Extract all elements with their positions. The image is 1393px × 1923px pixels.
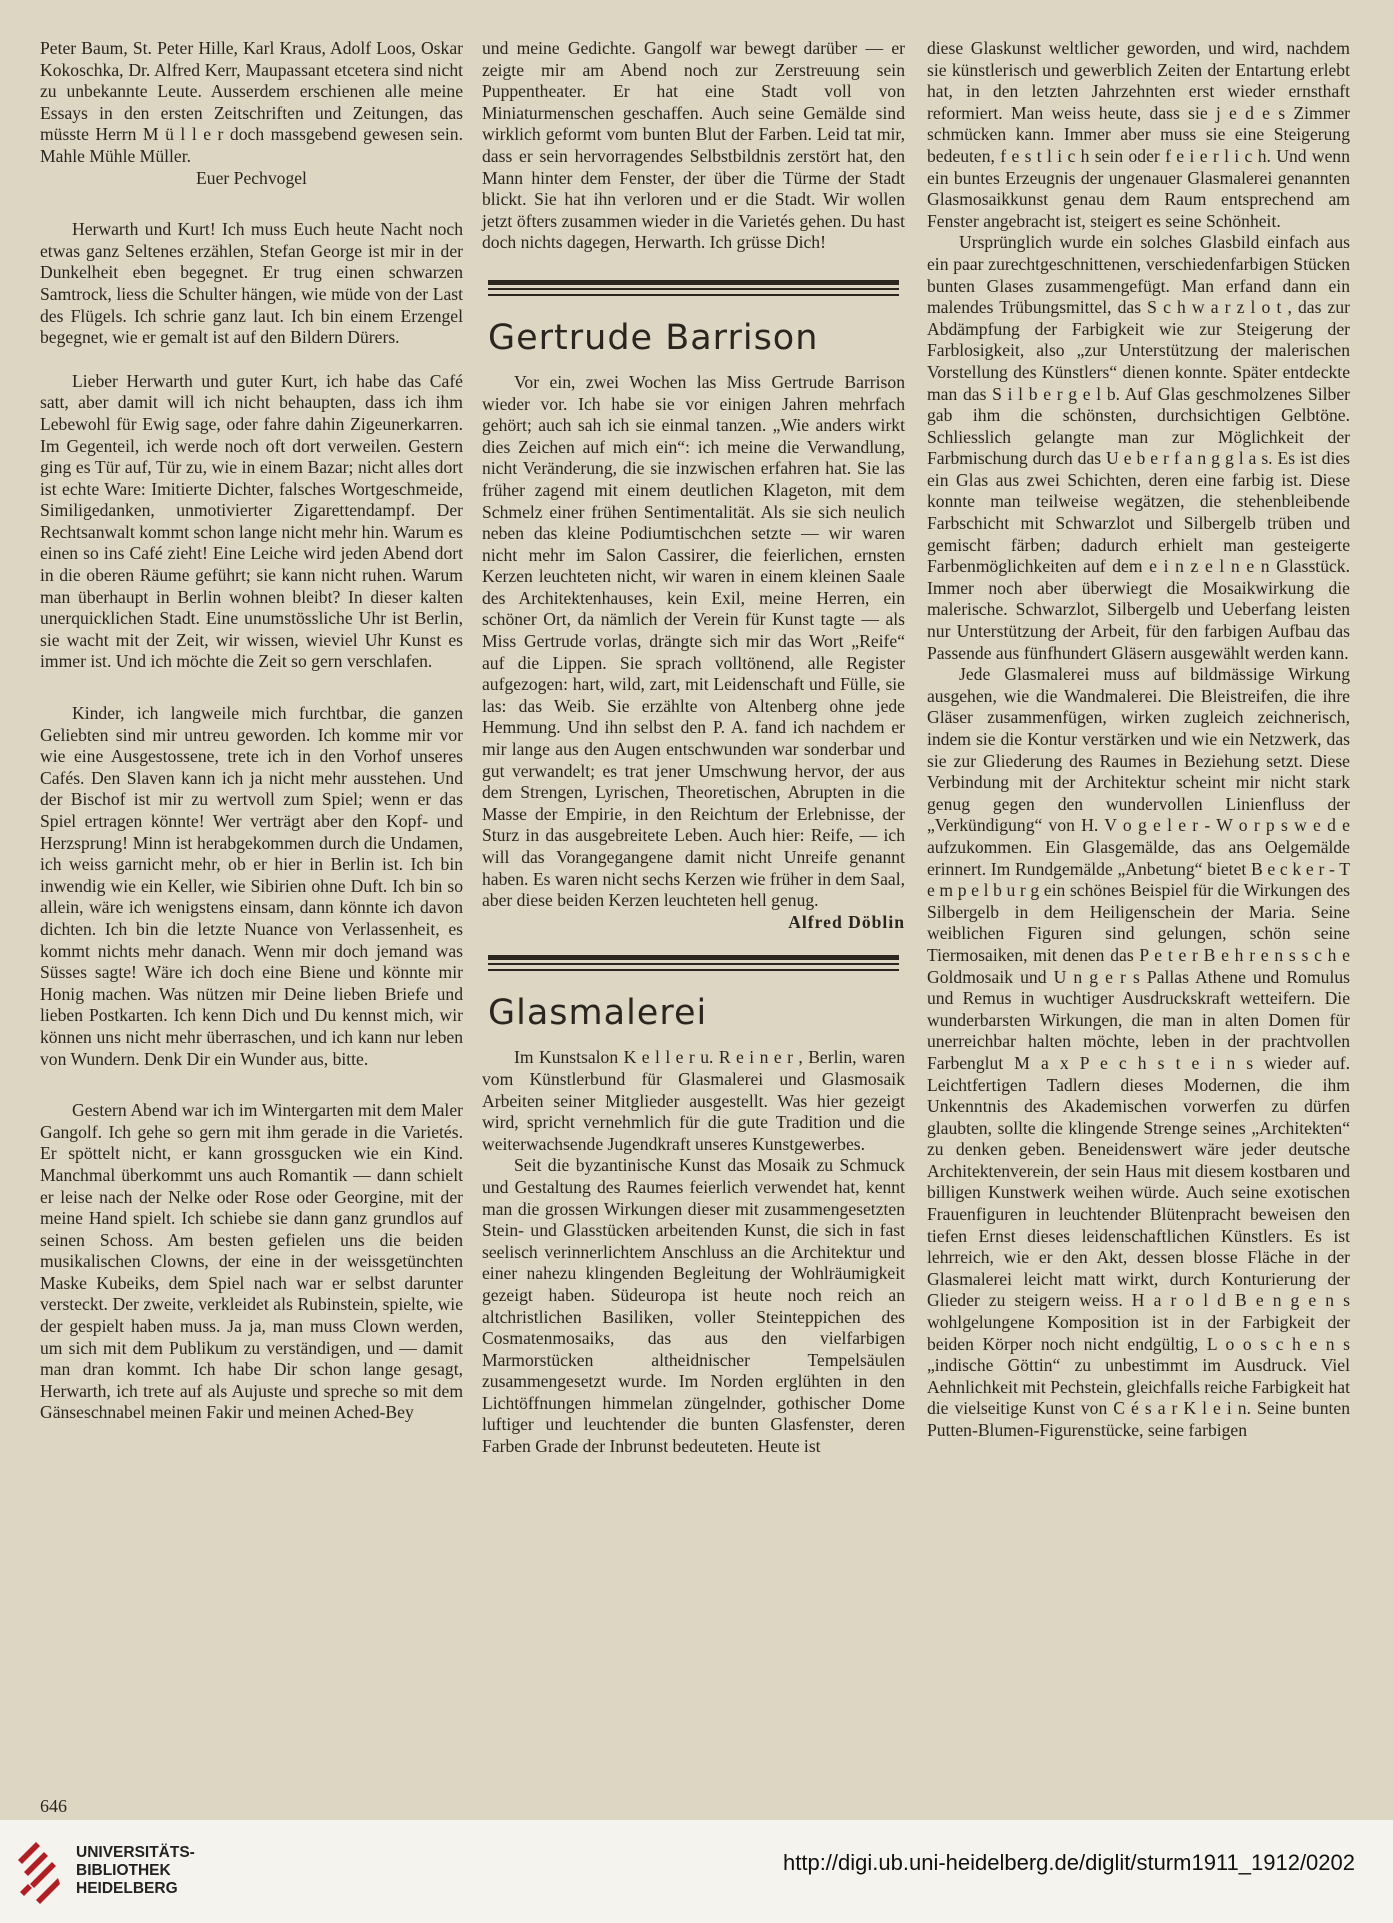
paragraph: Kinder, ich langweile mich furchtbar, die ganzen Geliebten sind mir untreu geworden. Ich komme mir vor wie eine Ausgestossene, trete ich in den Vorhof unseres Cafés. Den Slaven kann ich ja nicht mehr ausstehen. Und der Bischof ist mir zu wertvoll zum Spiel; wenn er das Spiel ertragen könnte! Wer verträgt aber den Kopf- und Herzsprung! Minn ist herabgekommen durch die Undamen, ich weiss garnicht mehr, ob er hier in Berlin ist. Ich bin inwendig wie ein Keller, wie Sibirien ohne Duft. Ich bin so allein, wäre ich wenigstens einsam, dann könnte ich davon dichten. Ich bin die letzte Nuance von Verlassenheit, es kommt nichts mehr danach. Wenn mir doch jemand was Süsses sagte! Wäre ich doch eine Biene und könnte mir Honig machen. Was nützen mir Deine lieben Briefe und lieben Postkarten. Ich kenn Dich und Du kennst mich, wir können uns nicht mehr überraschen, und ich kann nur leben von Wundern. Denk Dir ein Wunder aus, bitte.	[40, 703, 463, 1069]
paragraph: Jede Glasmalerei muss auf bildmässige Wirkung ausgehen, wie die Wandmalerei. Die Bleistreifen, die ihre Gläser zusammenfügen, wirken zugleich zeichnerisch, indem sie die Kontur verstärken und wie ein Netzwerk, das sie zur Gliederung des Raumes in Beziehung setzt. Diese Verbindung mit der Architektur scheint mir nicht stark genug gegen den wundervollen Linienfluss der „Verkündigung“ von H. V o g e l e r - W o r p s w e d e aufzukommen. Ein Glasgemälde, das ans Oelgemälde erinnert. Im Rundgemälde „Anbetung“ bietet B e c k e r - T e m p e l b u r g ein schönes Beispiel für die Wirkungen des Silbergelb in dem Heiligenschein der Maria. Seine weiblichen Figuren sind gelungen, schön seine Tiermosaiken, mit denen das P e t e r B e h r e n s s c h e Goldmosaik und U n g e r s Pallas Athene und Romulus und Remus in wuchtiger Ausdruckskraft wetteifern. Die wunderbarsten Wirkungen, die man in alten Domen für unerreichbar halten möchte, leben in der prachtvollen Farbenglut M a x P e c h s t e i n s wieder auf. Leichtfertigen Tadlern dieses Modernen, die ihm Unkenntnis des Akademischen vorwerfen zu dürfen glaubten, sollte die klingende Strenge seines „Architekten“ zu denken geben. Beneidenswert wäre jeder deutsche Architektenverein, der sein Haus mit diesem kostbaren und billigen Kunstwerk weihen würde. Auch seine exotischen Frauenfiguren in leuchtender Blütenpracht beweisen den tiefen Ernst dieses leidenschaftlichen Künstlers. Es ist lehrreich, wie er den Akt, dessen blosse Fläche in der Glasmalerei leicht matt wirkt, durch Konturierung der Glieder zu steigern weiss. H a r o l d B e n g e n s wohlgelungene Komposition ist in der Farbigkeit der beiden Körper noch nicht endgültig, L o o s c h e n s „indische Göttin“ zu unbestimmt im Ausdruck. Viel Aehnlichkeit mit Pechstein, gleichfalls reiche Farbigkeit hat die vielseitige Kunst von C é s a r K l e i n. Seine bunten Putten-Blumen-Figurenstücke, seine farbigen	[927, 664, 1350, 1440]
paragraph: Herwarth und Kurt! Ich muss Euch heute Nacht noch etwas ganz Seltenes erzählen, Stefan George ist mir in der Dunkelheit eben begegnet. Er trug einen schwarzen Samtrock, liess die Schulter hängen, wie müde von der Last des Flügels. Ich schrie ganz laut. Ich bin einem Erzengel begegnet, wie er gemalt ist auf den Bildern Dürers.	[40, 219, 463, 348]
article-title-barrison: Gertrude Barrison	[488, 317, 819, 358]
paragraph: und meine Gedichte. Gangolf war bewegt darüber — er zeigte mir am Abend noch zur Zerstreuung sein Puppentheater. Er hat eine Stadt voll von Miniaturmenschen geschaffen. Auch seine Gemälde sind wirklich geformt vom bunten Blut der Farben. Leid tat mir, dass er sein hervorragendes Selbstbildnis zerstört hat, den Mann hinter dem Fenster, der über die Türme der Stadt blickt. Sie hat ihn verloren und er die Stadt. Wir wollen jetzt öfters zusammen wieder in die Varietés gehen. Du hast doch nichts dagegen, Herwarth. Ich grüsse Dich!	[482, 38, 905, 253]
divider-rule	[488, 280, 899, 290]
paragraph: Gestern Abend war ich im Wintergarten mit dem Maler Gangolf. Ich gehe so gern mit ihm gerade in die Varietés. Er spöttelt nicht, er kann grossgucken wie ein Kind. Manchmal überkommt uns auch Romantik — dann schielt er leise nach der Nelke oder Rose oder Georgine, mit der meine Hand spielt. Ich schiebe sie dann ganz grundlos auf seinen Schoss. Am besten gefielen uns die beiden musikalischen Clowns, der eine in der weissgetünchten Maske Kubeiks, dem Spiel nach war er selbst darunter versteckt. Der zweite, verkleidet als Rubinstein, spielte, wie der gespielt haben muss. Ja ja, man muss Clown werden, um sich mit dem Publikum zu verständigen, und — damit man dran kommt. Ich habe Dir schon lange gesagt, Herwarth, ich trete auf als Aujuste und spreche so mit dem Gänseschnabel meinen Fakir und meinen Ached-Bey	[40, 1100, 463, 1423]
library-name-line: HEIDELBERG	[76, 1880, 178, 1897]
paragraph: Lieber Herwarth und guter Kurt, ich habe das Café satt, aber damit will ich nicht behaupten, dass ich ihm Lebewohl für Ewig sage, oder fahre dahin Zigeunerkarren. Im Gegenteil, ich werde noch oft dort verweilen. Gestern ging es Tür auf, Tür zu, wie in einem Bazar; nicht alles dort ist echte Ware: Imitierte Dichter, falsches Wortgeschmeide, Similigedanken, unmotivierter Zigarettendampf. Der Rechtsanwalt kommt schon lange nicht mehr hin. Warum es einen so ins Café zieht! Eine Leiche wird jeden Abend dort in die oberen Räume geführt; sie kann nicht ruhen. Warum man überhaupt in Berlin wohnen bleibt? In dieser kalten unerquicklichen Stadt. Eine unumstössliche Uhr ist Berlin, sie wacht mit der Zeit, wir wissen, wieviel Uhr Kunst es immer ist. Und ich möchte die Zeit so gern verschlafen.	[40, 370, 463, 672]
paragraph: Peter Baum, St. Peter Hille, Karl Kraus, Adolf Loos, Oskar Kokoschka, Dr. Alfred Kerr, Maupassant etcetera sind nicht zu unbekannte Leute. Ausserdem erschienen alle meine Essays in den ersten Zeitschriften und Zeitungen, das müsste Herrn M ü l l e r doch massgebend gewesen sein. Mahle Mühle Müller.	[40, 38, 463, 166]
library-name-line: UNIVERSITÄTS-	[76, 1844, 195, 1861]
divider-rule	[488, 955, 899, 965]
divider-rule	[488, 294, 899, 296]
article-author: Alfred Döblin	[788, 911, 905, 932]
signature: Euer Pechvogel	[196, 167, 307, 188]
column-left	[40, 38, 463, 1424]
paragraph: Seit die byzantinische Kunst das Mosaik zu Schmuck und Gestaltung des Raumes feierlich verwendet hat, kennt man die grossen Wirkungen dieser mit zusammengesetzten Stein- und Glasstücken arbeitenden Kunst, die sich in fast seelisch verinnerlichtem Anschluss an die Architektur und einer nahezu klingenden Begleitung der Wohlräumigkeit gezeigt haben. Südeuropa ist heute noch reich an altchristlichen Basiliken, voller Steinteppichen des Cosmatenmosaiks, das aus den vielfarbigen Marmorstücken altheidnischer Tempelsäulen zusammengesetzt wurde. Im Norden erglühten in den Lichtöffnungen himmelan züngelnder, gothischer Dome luftiger und leuchtender die bunten Glasfenster, deren Farben Grade der Inbrunst bedeuteten. Heute ist	[482, 1155, 905, 1457]
column-middle	[482, 38, 905, 1458]
divider-rule	[488, 969, 899, 971]
article-title-glasmalerei: Glasmalerei	[488, 993, 708, 1034]
library-name	[76, 1844, 195, 1898]
source-url-link[interactable]: http://digi.ub.uni-heidelberg.de/diglit/sturm1911_1912/0202	[783, 1850, 1355, 1875]
library-name-line: BIBLIOTHEK	[76, 1862, 171, 1879]
page-number: 646	[40, 1796, 67, 1816]
column-right	[927, 38, 1350, 1442]
paragraph: Im Kunstsalon K e l l e r u. R e i n e r , Berlin, waren vom Künstlerbund für Glasmalerei und Glasmosaik Arbeiten seiner Mitglieder ausgestellt. Was hier gezeigt wird, spricht vernehmlich für die gute Tradition und die weiterwachsende Jugendkraft unseres Kunstgewerbes.	[482, 1047, 905, 1154]
paragraph: Vor ein, zwei Wochen las Miss Gertrude Barrison wieder vor. Ich habe sie vor einigen Jahren mehrfach gehört; auch sah ich sie einmal tanzen. „Wie anders wirkt dies Zeichen auf mich ein“: ich meine die Verwandlung, nicht Veränderung, die sie inzwischen erfahren hat. Sie las früher zagend mit einem deutlichen Klageton, mit dem Schmelz einer frühen Sentimentalität. Als sie sich neulich neben das kleine Podiumtischchen setzte — wir waren nicht mehr im Salon Cassirer, die feierlichen, ernsten Kerzen leuchteten nicht, wir waren in einem kleinen Saale des Architektenhauses, kein Exil, meine Herren, ein schöner Ort, da nämlich der Verein für Kunst tagte — als Miss Gertrude vorlas, drängte sich mir das Wort „Reife“ auf die Lippen. Sie sprach volltönend, alle Register aufgezogen: hart, wild, zart, mit Leidenschaft und Fülle, sie las: das Weib. Sie erzählte von Altenberg ohne jede Hemmung. Und ihn selbst den P. A. fand ich nachdem er mir lange aus den Augen entschwunden war sonderbar und gut verwandelt; es trat jener Umschwung hervor, der aus dem Strengen, Lyrischen, Theoretischen, Abrupten in die Masse der Empirie, in den Reichtum der Erlebnisse, der Sturz in das ausgebreitete Leben. Auch hier: Reife, — ich will das Vorangegangene damit nicht Unreife genannt haben. Es waren nicht sechs Kerzen wie früher in dem Saal, aber diese beiden Kerzen leuchteten hell genug.	[482, 371, 905, 911]
footer-bar	[0, 1820, 1393, 1923]
paragraph: Ursprünglich wurde ein solches Glasbild einfach aus ein paar zurechtgeschnittenen, verschiedenfarbigen Stücken bunten Glases zusammengefügt. Man erfand dann ein malendes Trübungsmittel, das S c h w a r z l o t , das zur Abdämpfung der Farbigkeit wie zur Steigerung der Farblosigkeit, also „zur Unterstützung der malerischen Vorstellung des Künstlers“ dienen konnte. Später entdeckte man das S i l b e r g e l b. Auf Glas geschmolzenes Silber gab ihm die schönsten, durchsichtigen Gelbtöne. Schliesslich gelangte man zur Möglichkeit der Farbmischung durch das U e b e r f a n g g l a s. Es ist dies ein Glas aus zwei Schichten, deren eine farbig ist. Diese konnte man teilweise wegätzen, die stehenbleibende Farbschicht mit Schwarzlot und Silbergelb trüben und gemischt färben; dadurch erhielt man gesteigerte Farbenmöglichkeiten auf dem e i n z e l n e n Glasstück. Immer noch aber überwiegt die Mosaikwirkung die malerische. Schwarzlot, Silbergelb und Ueberfang leisten nur Unterstützung der Arbeit, für den farbigen Aufbau das Passende aus fünfhundert Gläsern ausgewählt werden kann.	[927, 232, 1350, 663]
library-logo-icon[interactable]	[14, 1834, 62, 1906]
paragraph: diese Glaskunst weltlicher geworden, und wird, nachdem sie künstlerisch und gewerblich Zeiten der Entartung erlebt hat, in den letzten Jahrzehnten erst wieder ernsthaft reformiert. Man weiss heute, dass sie j e d e s Zimmer schmücken kann. Immer aber muss sie eine Steigerung bedeuten, f e s t l i c h sein oder f e i e r l i c h. Und wenn ein buntes Erzeugnis der ungenauer Glasmalerei genannten Glasmosaikkunst genau dem Raum entsprechend am Fenster angebracht ist, steigert es seine Schönheit.	[927, 38, 1350, 231]
